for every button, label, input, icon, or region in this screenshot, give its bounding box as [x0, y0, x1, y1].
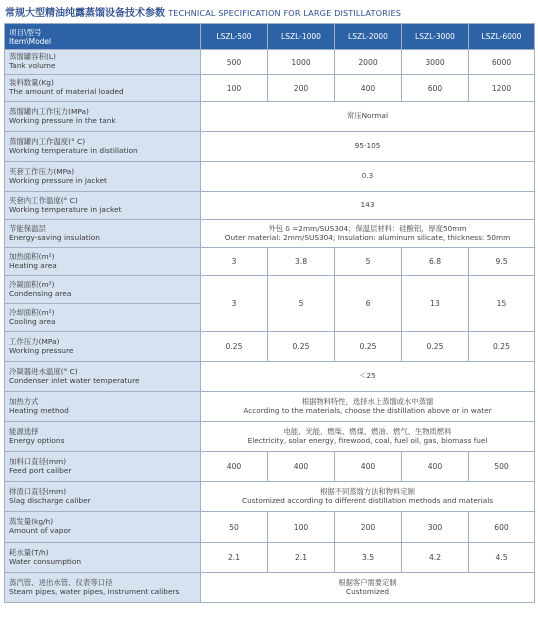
page-title: [5, 4, 401, 19]
cell-value: 根据不同蒸馏方法和物料定制 Customized according to different distillation methods and materials: [201, 482, 535, 512]
cell-value: 0.25: [335, 332, 402, 362]
row-label: 排渣口直径(mm) Slag discharge caliber: [5, 482, 201, 512]
cell-value: 500: [201, 50, 268, 75]
cell-value: 1200: [469, 75, 535, 102]
row-label: 蒸发量(kg/h) Amount of vapor: [5, 512, 201, 543]
row-label: 蒸馏罐内工作压力(MPa) Working pressure in the tank: [5, 102, 201, 132]
row-label: 蒸汽管、进出水管、仪表等口径 Steam pipes, water pipes, instrument calibers: [5, 573, 201, 603]
row-vapor-amount: [5, 512, 535, 543]
row-label: 装料数量(Kg) The amount of material loaded: [5, 75, 201, 102]
row-label: 加热面积(m²) Heating area: [5, 248, 201, 276]
spec-table: [4, 23, 535, 603]
cell-value: 常压Normal: [201, 102, 535, 132]
row-label: 蒸馏罐容积(L) Tank volume: [5, 50, 201, 75]
row-label: 节能保温层 Energy-saving insulation: [5, 220, 201, 248]
row-feed-port: [5, 452, 535, 482]
cell-value: 1000: [268, 50, 335, 75]
cell-value: 300: [402, 512, 469, 543]
cell-value: 3: [201, 276, 268, 332]
cell-value: 500: [469, 452, 535, 482]
cell-value: 200: [335, 512, 402, 543]
cell-value: 15: [469, 276, 535, 332]
cell-value: 2.1: [201, 543, 268, 573]
row-working-pressure: [5, 332, 535, 362]
cell-value: 3000: [402, 50, 469, 75]
model-header: LSZL-2000: [335, 24, 402, 50]
row-tank-volume: [5, 50, 535, 75]
row-label: 加料口直径(mm) Feed port caliber: [5, 452, 201, 482]
cell-value: 0.25: [268, 332, 335, 362]
cell-value: 50: [201, 512, 268, 543]
cell-value: 9.5: [469, 248, 535, 276]
header-row: [5, 24, 535, 50]
row-insulation: [5, 220, 535, 248]
cell-value: 3.5: [335, 543, 402, 573]
cell-value: ＜25: [201, 362, 535, 392]
model-header: LSZL-3000: [402, 24, 469, 50]
cell-value: 95-105: [201, 132, 535, 162]
cell-value: 6000: [469, 50, 535, 75]
cell-value: 电能、光能、燃柴、燃煤、燃油、燃气、生物质燃料 Electricity, solar energy, firewood, coal, fuel oil, gas, biomass fuel: [201, 422, 535, 452]
row-temp-jacket: [5, 192, 535, 220]
cell-value: 0.3: [201, 162, 535, 192]
row-label: 工作压力(MPa) Working pressure: [5, 332, 201, 362]
cell-value: 200: [268, 75, 335, 102]
row-pressure-tank: [5, 102, 535, 132]
cell-value: 3: [201, 248, 268, 276]
row-material-loaded: [5, 75, 535, 102]
header-label: [5, 24, 201, 50]
cell-value: 6: [335, 276, 402, 332]
row-label: 能源选择 Energy options: [5, 422, 201, 452]
header-label-en: Item\Model: [9, 36, 52, 46]
row-label: 夹套内工作温度(° C) Working temperature in jacket: [5, 192, 201, 220]
cell-value: 100: [201, 75, 268, 102]
model-header: LSZL-6000: [469, 24, 535, 50]
row-label: 耗水量(T/h) Water consumption: [5, 543, 201, 573]
row-label: 夹套工作压力(MPa) Working pressure in jacket: [5, 162, 201, 192]
cell-value: 2.1: [268, 543, 335, 573]
row-pressure-jacket: [5, 162, 535, 192]
cell-value: 13: [402, 276, 469, 332]
row-condenser-temp: [5, 362, 535, 392]
cell-value: 400: [335, 75, 402, 102]
row-water-consumption: [5, 543, 535, 573]
cell-value: 100: [268, 512, 335, 543]
cell-value: 0.25: [201, 332, 268, 362]
cell-value: 0.25: [402, 332, 469, 362]
cell-value: 5: [268, 276, 335, 332]
cell-value: 3.8: [268, 248, 335, 276]
row-temp-distillation: [5, 132, 535, 162]
title-cn: 常规大型精油纯露蒸馏设备技术参数: [5, 8, 165, 19]
header-label-cn: 项目\型号: [9, 27, 42, 37]
cell-value: 143: [201, 192, 535, 220]
cell-value: 5: [335, 248, 402, 276]
cell-value: 外包 δ =2mm/SUS304；保温层材料：硅酸铝，厚度50mm Outer material: 2mm/SUS304; Insulation: aluminum silicate, thickness: 50mm: [201, 220, 535, 248]
cell-value: 根据客户需要定制 Customized: [201, 573, 535, 603]
cell-value: 6.8: [402, 248, 469, 276]
row-energy-options: [5, 422, 535, 452]
cell-value: 400: [201, 452, 268, 482]
row-label: 加热方式 Heating method: [5, 392, 201, 422]
row-slag-discharge: [5, 482, 535, 512]
cell-value: 4.5: [469, 543, 535, 573]
cell-value: 400: [268, 452, 335, 482]
cell-value: 4.2: [402, 543, 469, 573]
cell-value: 根据物料特性，选择水上蒸馏或水中蒸馏 According to the materials, choose the distillation above or in water: [201, 392, 535, 422]
model-header: LSZL-500: [201, 24, 268, 50]
cell-value: 400: [402, 452, 469, 482]
row-label: 冷却面积(m²) Cooling area: [5, 304, 201, 332]
model-header: LSZL-1000: [268, 24, 335, 50]
row-heating-method: [5, 392, 535, 422]
row-heating-area: [5, 248, 535, 276]
row-condensing-area: [5, 276, 535, 304]
title-en: TECHNICAL SPECIFICATION FOR LARGE DISTILLATORIES: [168, 8, 402, 18]
cell-value: 600: [469, 512, 535, 543]
row-label: 冷凝面积(m²) Condensing area: [5, 276, 201, 304]
row-label: 冷凝器进水温度(° C) Condenser inlet water temperature: [5, 362, 201, 392]
cell-value: 2000: [335, 50, 402, 75]
cell-value: 600: [402, 75, 469, 102]
cell-value: 400: [335, 452, 402, 482]
row-calibers: [5, 573, 535, 603]
row-label: 蒸馏罐内工作温度(° C) Working temperature in distillation: [5, 132, 201, 162]
cell-value: 0.25: [469, 332, 535, 362]
